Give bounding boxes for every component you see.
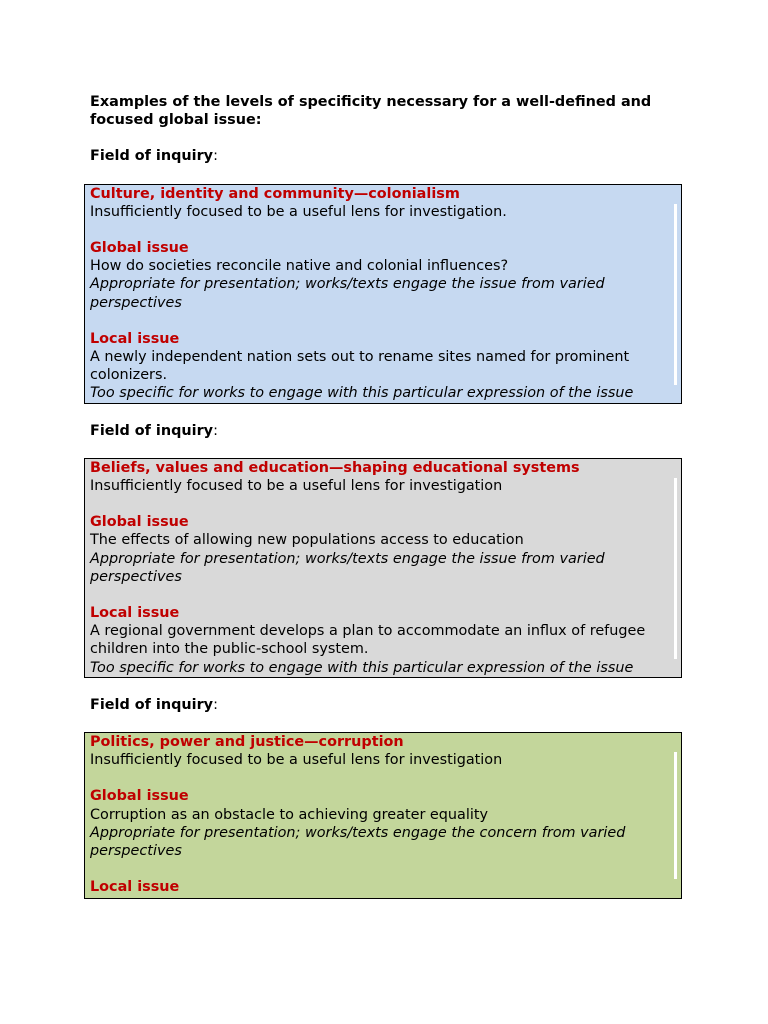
box-title-note: Insufficiently focused to be a useful lens for investigation xyxy=(90,478,503,495)
field-of-inquiry-label: Field of inquiry: xyxy=(90,148,218,165)
box-edge-strip xyxy=(674,204,677,385)
local-issue-heading: Local issue xyxy=(90,605,180,622)
intro-heading: Examples of the levels of specificity necessary for a well-defined and focused global issue: xyxy=(90,94,652,129)
box-edge-strip xyxy=(674,478,677,659)
field-of-inquiry-label: Field of inquiry: xyxy=(90,696,218,713)
example-box-colonialism xyxy=(84,184,682,404)
box-edge-strip xyxy=(674,752,677,879)
example-box-education xyxy=(84,458,682,678)
global-issue-note: Appropriate for presentation; works/texts engage the concern from varied perspectives xyxy=(90,824,626,860)
local-issue-text: A regional government develops a plan to accommodate an influx of refugee children into the public-school system. xyxy=(90,623,646,658)
global-issue-text: The effects of allowing new populations access to education xyxy=(90,532,524,549)
global-issue-heading: Global issue xyxy=(90,788,189,805)
box-title: Beliefs, values and education—shaping educational systems xyxy=(90,459,580,476)
global-issue-text: How do societies reconcile native and colonial influences? xyxy=(90,258,509,275)
global-issue-note: Appropriate for presentation; works/texts engage the issue from varied perspectives xyxy=(90,550,605,585)
global-issue-heading: Global issue xyxy=(90,240,189,257)
local-issue-heading: Local issue xyxy=(90,330,180,347)
global-issue-note: Appropriate for presentation; works/texts engage the issue from varied perspectives xyxy=(90,276,605,311)
box-title: Culture, identity and community—colonialism xyxy=(90,185,460,202)
field-of-inquiry-label: Field of inquiry: xyxy=(90,422,218,439)
local-issue-text: A newly independent nation sets out to rename sites named for prominent colonizers. xyxy=(90,349,630,384)
local-issue-heading: Local issue xyxy=(90,879,180,896)
local-issue-note: Too specific for works to engage with this particular expression of the issue xyxy=(90,385,634,402)
box-title-note: Insufficiently focused to be a useful lens for investigation. xyxy=(90,203,507,220)
local-issue-note: Too specific for works to engage with this particular expression of the issue xyxy=(90,659,634,676)
box-title-note: Insufficiently focused to be a useful lens for investigation xyxy=(90,752,503,769)
global-issue-text: Corruption as an obstacle to achieving greater equality xyxy=(90,806,489,823)
document-page xyxy=(90,93,690,899)
example-box-corruption xyxy=(84,732,682,899)
box-title: Politics, power and justice—corruption xyxy=(90,734,404,751)
global-issue-heading: Global issue xyxy=(90,514,189,531)
